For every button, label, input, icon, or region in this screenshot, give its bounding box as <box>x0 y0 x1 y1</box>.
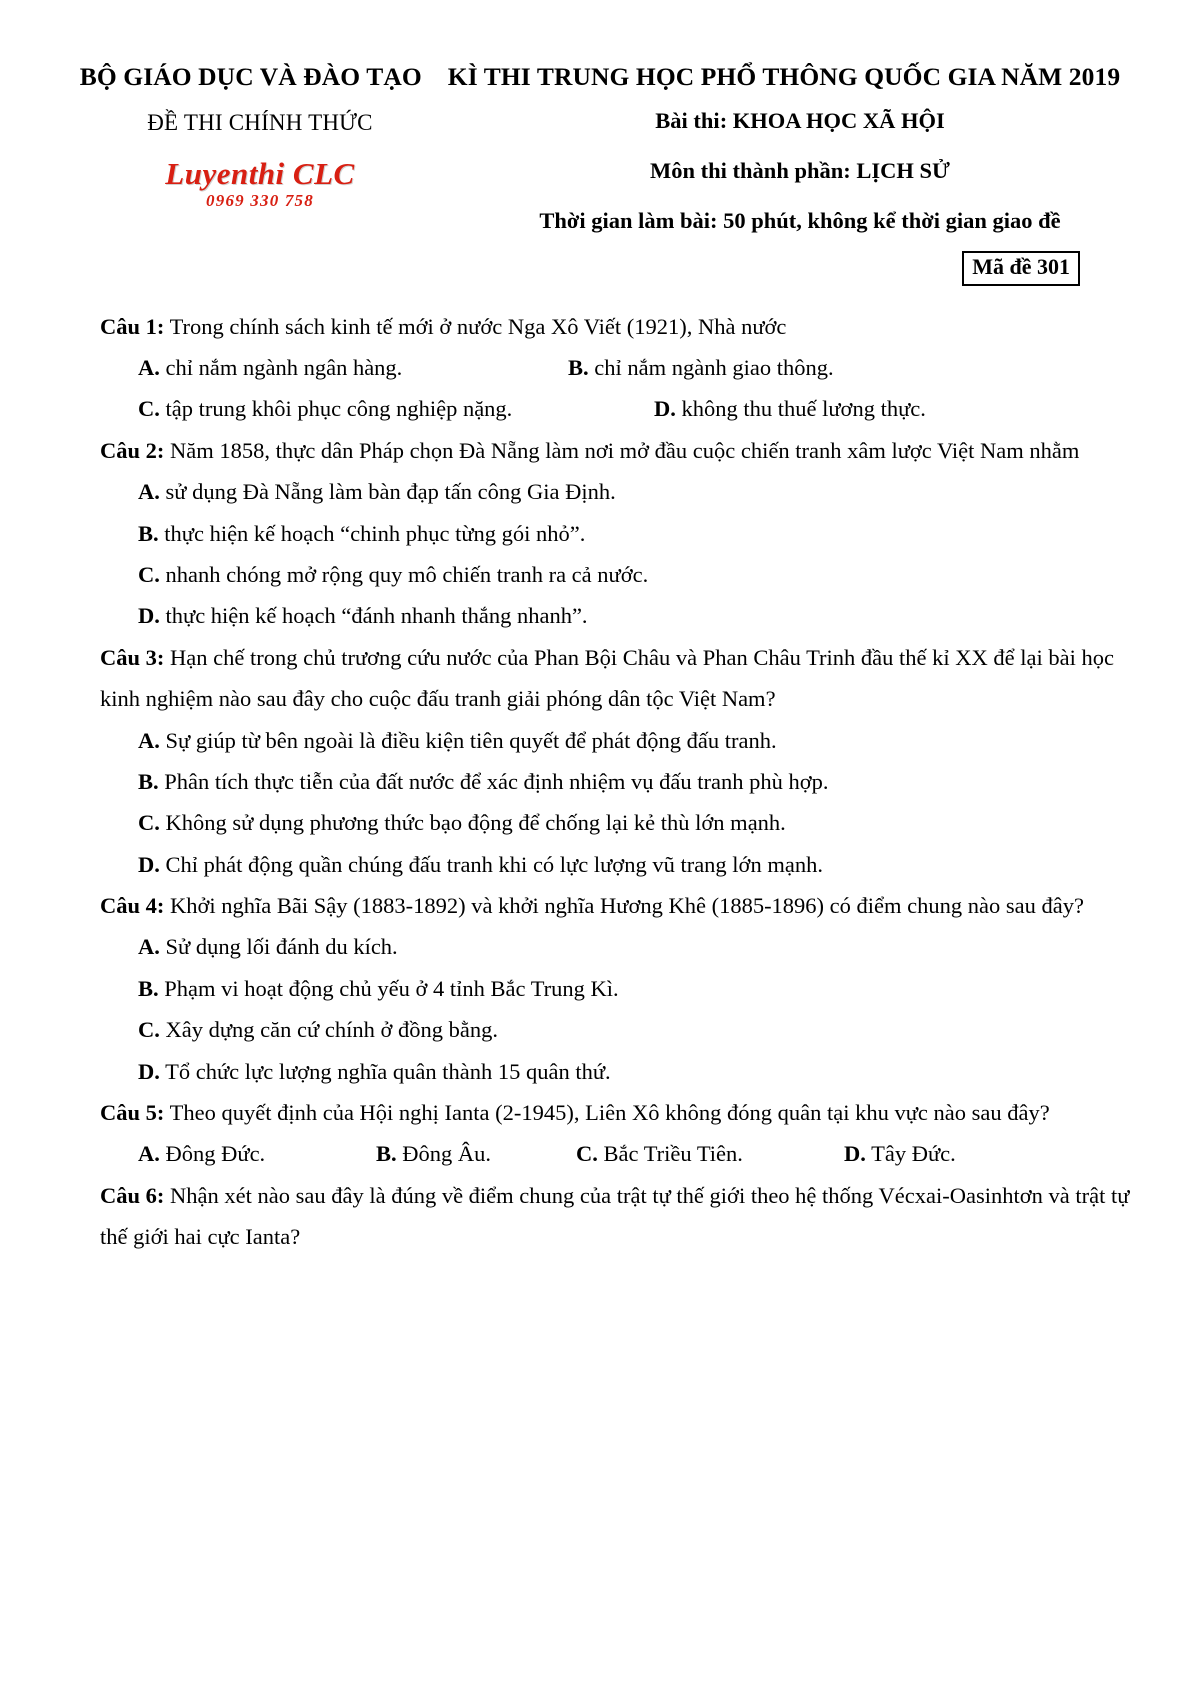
option-list <box>100 926 1138 1092</box>
question-block <box>100 1092 1138 1175</box>
header-columns <box>60 106 1140 234</box>
logo-phone-number: 0969 330 758 <box>206 191 314 210</box>
option-a[interactable] <box>100 926 1138 967</box>
option-text: Bắc Triều Tiên. <box>603 1141 743 1167</box>
option-letter: D. <box>844 1141 866 1167</box>
question-block <box>100 430 1138 637</box>
question-label: Câu 1: <box>100 313 165 339</box>
question-block <box>100 885 1138 1092</box>
question-block <box>100 637 1138 885</box>
option-list <box>100 471 1138 637</box>
option-list <box>100 1133 1138 1174</box>
option-letter: B. <box>568 355 589 381</box>
question-text: Năm 1858, thực dân Pháp chọn Đà Nẵng làm nơi mở đầu cuộc chiến tranh xâm lược Việt Nam nhằm <box>170 437 1080 463</box>
option-row <box>100 388 1138 429</box>
option-text: Đông Đức. <box>165 1141 266 1167</box>
exam-title: KÌ THI TRUNG HỌC PHỔ THÔNG QUỐC GIA NĂM 2019 <box>447 62 1121 91</box>
question-stem <box>100 306 1138 347</box>
option-text: Chỉ phát động quần chúng đấu tranh khi có lực lượng vũ trang lớn mạnh. <box>165 851 823 877</box>
option-d[interactable] <box>654 388 926 429</box>
option-a[interactable] <box>100 720 1138 761</box>
question-stem <box>100 1175 1138 1258</box>
option-d[interactable] <box>844 1133 956 1174</box>
question-stem <box>100 430 1138 471</box>
question-text: Hạn chế trong chủ trương cứu nước của Phan Bội Châu và Phan Châu Trinh đầu thế kỉ XX để lại bài học kinh nghiệm nào sau đây cho cuộc đấu tranh giải phóng dân tộc Việt Nam? <box>100 644 1114 712</box>
option-list <box>100 720 1138 886</box>
option-letter: C. <box>138 810 160 836</box>
question-text: Trong chính sách kinh tế mới ở nước Nga Xô Viết (1921), Nhà nước <box>169 313 787 339</box>
option-b[interactable] <box>376 1133 576 1174</box>
option-text: Tây Đức. <box>871 1141 956 1167</box>
option-b[interactable] <box>100 761 1138 802</box>
option-letter: B. <box>138 975 159 1001</box>
option-c[interactable] <box>100 802 1138 843</box>
option-letter: D. <box>654 396 676 422</box>
option-text: Không sử dụng phương thức bạo động để chống lại kẻ thù lớn mạnh. <box>165 810 786 836</box>
question-block <box>100 306 1138 430</box>
option-c[interactable] <box>100 554 1138 595</box>
document-header <box>0 0 1200 286</box>
option-letter: C. <box>576 1141 598 1167</box>
option-letter: C. <box>138 561 160 587</box>
header-left-column <box>60 106 460 234</box>
option-c[interactable] <box>100 1009 1138 1050</box>
question-label: Câu 2: <box>100 437 165 463</box>
exam-code-box: Mã đề 301 <box>962 251 1080 286</box>
option-letter: B. <box>138 768 159 794</box>
option-letter: D. <box>138 603 160 629</box>
option-letter: A. <box>138 355 160 381</box>
question-label: Câu 3: <box>100 644 165 670</box>
option-c[interactable] <box>138 388 654 429</box>
option-text: sử dụng Đà Nẵng làm bàn đạp tấn công Gia Định. <box>165 479 616 505</box>
question-block <box>100 1175 1138 1258</box>
option-list <box>100 347 1138 430</box>
option-text: Tổ chức lực lượng nghĩa quân thành 15 quân thứ. <box>165 1058 611 1084</box>
question-label: Câu 6: <box>100 1182 165 1208</box>
option-row <box>100 347 1138 388</box>
question-text: Theo quyết định của Hội nghị Ianta (2-1945), Liên Xô không đóng quân tại khu vực nào sau đây? <box>169 1100 1050 1126</box>
option-text: Phân tích thực tiễn của đất nước để xác định nhiệm vụ đấu tranh phù hợp. <box>164 768 829 794</box>
option-text: thực hiện kế hoạch “chinh phục từng gói nhỏ”. <box>164 520 586 546</box>
option-text: nhanh chóng mở rộng quy mô chiến tranh ra cả nước. <box>165 561 649 587</box>
option-letter: A. <box>138 934 160 960</box>
option-letter: C. <box>138 1017 160 1043</box>
option-letter: A. <box>138 479 160 505</box>
option-b[interactable] <box>100 513 1138 554</box>
option-text: tập trung khôi phục công nghiệp nặng. <box>165 396 513 422</box>
question-label: Câu 4: <box>100 893 165 919</box>
header-title-row <box>60 62 1140 92</box>
question-stem <box>100 637 1138 720</box>
question-label: Câu 5: <box>100 1100 165 1126</box>
header-right-column <box>460 106 1140 234</box>
questions-container <box>0 306 1200 1258</box>
option-letter: A. <box>138 1141 160 1167</box>
option-text: Đông Âu. <box>402 1141 492 1167</box>
watermark-logo <box>60 158 460 209</box>
logo-brand-text: Luyenthi CLC <box>165 156 355 191</box>
option-d[interactable] <box>100 844 1138 885</box>
option-d[interactable] <box>100 1051 1138 1092</box>
ministry-name: BỘ GIÁO DỤC VÀ ĐÀO TẠO <box>79 62 422 91</box>
option-a[interactable] <box>138 1133 376 1174</box>
option-a[interactable] <box>138 347 568 388</box>
option-text: chỉ nắm ngành ngân hàng. <box>165 355 403 381</box>
option-b[interactable] <box>568 347 834 388</box>
option-text: chỉ nắm ngành giao thông. <box>594 355 834 381</box>
option-text: Sử dụng lối đánh du kích. <box>165 934 398 960</box>
option-letter: D. <box>138 1058 160 1084</box>
subject-line: Môn thi thành phần: LỊCH SỬ <box>650 158 950 183</box>
subject-group-line: Bài thi: KHOA HỌC XÃ HỘI <box>655 108 945 133</box>
option-a[interactable] <box>100 471 1138 512</box>
duration-line: Thời gian làm bài: 50 phút, không kể thời gian giao đề <box>539 208 1061 233</box>
exam-code-row <box>60 251 1140 286</box>
option-c[interactable] <box>576 1133 844 1174</box>
option-b[interactable] <box>100 968 1138 1009</box>
question-text: Khởi nghĩa Bãi Sậy (1883-1892) và khởi nghĩa Hương Khê (1885-1896) có điểm chung nào sau đây? <box>170 893 1084 919</box>
option-letter: D. <box>138 851 160 877</box>
official-exam-label: ĐỀ THI CHÍNH THỨC <box>147 110 373 135</box>
option-row <box>100 1133 1138 1174</box>
option-letter: C. <box>138 396 160 422</box>
option-text: không thu thuế lương thực. <box>681 396 926 422</box>
option-letter: B. <box>138 520 159 546</box>
question-stem <box>100 1092 1138 1133</box>
option-letter: B. <box>376 1141 397 1167</box>
option-text: Sự giúp từ bên ngoài là điều kiện tiên quyết để phát động đấu tranh. <box>165 727 777 753</box>
question-stem <box>100 885 1138 926</box>
option-text: Xây dựng căn cứ chính ở đồng bằng. <box>165 1017 498 1043</box>
option-text: Phạm vi hoạt động chủ yếu ở 4 tỉnh Bắc Trung Kì. <box>164 975 619 1001</box>
question-text: Nhận xét nào sau đây là đúng về điểm chung của trật tự thế giới theo hệ thống Vécxai-Oasinhtơn và trật tự thế giới hai cực Ianta? <box>100 1182 1130 1250</box>
option-d[interactable] <box>100 595 1138 636</box>
option-letter: A. <box>138 727 160 753</box>
option-text: thực hiện kế hoạch “đánh nhanh thắng nhanh”. <box>165 603 588 629</box>
